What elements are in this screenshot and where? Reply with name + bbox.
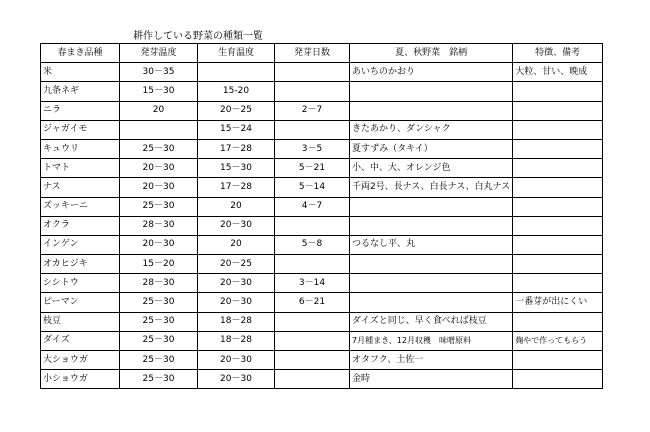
variety-cell: オクラ [41,216,120,235]
notes-cell: 一番芽が出にくい [513,293,603,312]
variety-cell: 枝豆 [41,312,120,331]
germination-temp-cell [120,120,198,139]
vegetable-table [40,43,603,389]
brand-cell [350,101,513,120]
notes-cell [513,178,603,197]
notes-cell [513,82,603,101]
germination-temp-cell: 25－30 [120,312,198,331]
table-header-row [41,44,603,63]
variety-cell: ズッキーニ [41,197,120,216]
germination-days-cell [275,216,350,235]
table-row [41,216,603,235]
notes-cell: 麹やで作ってもらう [513,331,603,350]
table-body [41,63,603,389]
brand-cell: 7月種まき、12月収穫 味噌原料 [350,331,513,350]
variety-cell: 大ショウガ [41,351,120,370]
brand-cell: 小、中、大、オレンジ色 [350,159,513,178]
growth-temp-cell: 20 [198,197,275,216]
germination-temp-cell: 20－30 [120,235,198,254]
germination-temp-cell: 25－30 [120,351,198,370]
notes-cell [513,255,603,274]
table-row [41,82,603,101]
notes-cell [513,235,603,254]
notes-cell [513,274,603,293]
growth-temp-cell: 20－30 [198,274,275,293]
variety-cell: インゲン [41,235,120,254]
table-row [41,178,603,197]
brand-cell [350,293,513,312]
notes-cell [513,312,603,331]
germination-temp-cell: 28－30 [120,274,198,293]
notes-cell [513,101,603,120]
germination-days-cell [275,331,350,350]
brand-cell: 金時 [350,370,513,389]
germination-days-cell [275,120,350,139]
growth-temp-cell: 20－30 [198,216,275,235]
notes-cell [513,370,603,389]
table-row [41,139,603,158]
germination-temp-cell: 25－30 [120,370,198,389]
growth-temp-cell: 20－25 [198,101,275,120]
brand-cell: 夏すずみ（タキイ） [350,139,513,158]
growth-temp-cell: 20－30 [198,351,275,370]
germination-temp-cell: 25－30 [120,139,198,158]
germination-days-cell [275,255,350,274]
growth-temp-cell: 15-20 [198,82,275,101]
brand-cell: 千両2号、長ナス、白長ナス、白丸ナス [350,178,513,197]
column-header: 発芽温度 [120,44,198,63]
germination-temp-cell: 15－30 [120,82,198,101]
column-header: 生育温度 [198,44,275,63]
table-row [41,235,603,254]
variety-cell: オカヒジキ [41,255,120,274]
growth-temp-cell: 20－30 [198,370,275,389]
variety-cell: トマト [41,159,120,178]
notes-cell [513,159,603,178]
germination-temp-cell: 25－30 [120,331,198,350]
notes-cell: 大粒、甘い、晩成 [513,63,603,82]
brand-cell [350,82,513,101]
growth-temp-cell: 20 [198,235,275,254]
germination-temp-cell: 20－30 [120,178,198,197]
brand-cell: きたあかり、ダンシャク [350,120,513,139]
germination-days-cell [275,82,350,101]
table-row [41,331,603,350]
growth-temp-cell: 18－28 [198,312,275,331]
brand-cell [350,197,513,216]
brand-cell [350,216,513,235]
notes-cell [513,120,603,139]
table-row [41,101,603,120]
growth-temp-cell: 17－28 [198,139,275,158]
notes-cell [513,197,603,216]
page-title: 耕作している野菜の種類一覧 [133,31,263,42]
germination-temp-cell: 30－35 [120,63,198,82]
column-header: 特徴、備考 [513,44,603,63]
table-row [41,63,603,82]
growth-temp-cell: 15－24 [198,120,275,139]
germination-temp-cell: 28－30 [120,216,198,235]
germination-days-cell: 3－14 [275,274,350,293]
table-row [41,120,603,139]
table-row [41,274,603,293]
table-row [41,370,603,389]
germination-days-cell: 4－7 [275,197,350,216]
brand-cell [350,255,513,274]
germination-days-cell [275,312,350,331]
table-row [41,351,603,370]
variety-cell: キュウリ [41,139,120,158]
germination-temp-cell: 20 [120,101,198,120]
germination-days-cell: 5－14 [275,178,350,197]
brand-cell: オタフク、土佐一 [350,351,513,370]
germination-temp-cell: 15－20 [120,255,198,274]
table-row [41,197,603,216]
variety-cell: ニラ [41,101,120,120]
germination-days-cell: 3－5 [275,139,350,158]
column-header: 夏、秋野菜 銘柄 [350,44,513,63]
column-header: 発芽日数 [275,44,350,63]
growth-temp-cell: 15－30 [198,159,275,178]
table-row [41,255,603,274]
variety-cell: 九条ネギ [41,82,120,101]
germination-days-cell [275,351,350,370]
variety-cell: ピーマン [41,293,120,312]
germination-temp-cell: 25－30 [120,293,198,312]
brand-cell [350,274,513,293]
growth-temp-cell: 20－30 [198,293,275,312]
variety-cell: ナス [41,178,120,197]
variety-cell: シシトウ [41,274,120,293]
variety-cell: ジャガイモ [41,120,120,139]
germination-days-cell [275,63,350,82]
germination-temp-cell: 25－30 [120,197,198,216]
growth-temp-cell: 17－28 [198,178,275,197]
variety-cell: ダイズ [41,331,120,350]
notes-cell [513,139,603,158]
germination-temp-cell: 20－30 [120,159,198,178]
table-row [41,312,603,331]
germination-days-cell: 5－8 [275,235,350,254]
column-header: 春まき品種 [41,44,120,63]
table-row [41,159,603,178]
variety-cell: 小ショウガ [41,370,120,389]
brand-cell: ダイズと同じ、早く食べれば枝豆 [350,312,513,331]
brand-cell: あいちのかおり [350,63,513,82]
germination-days-cell: 5－21 [275,159,350,178]
germination-days-cell [275,370,350,389]
growth-temp-cell: 20－25 [198,255,275,274]
growth-temp-cell [198,63,275,82]
notes-cell [513,216,603,235]
table-row [41,293,603,312]
growth-temp-cell: 18－28 [198,331,275,350]
brand-cell: つるなし平、丸 [350,235,513,254]
germination-days-cell: 6－21 [275,293,350,312]
notes-cell [513,351,603,370]
germination-days-cell: 2－7 [275,101,350,120]
variety-cell: 米 [41,63,120,82]
